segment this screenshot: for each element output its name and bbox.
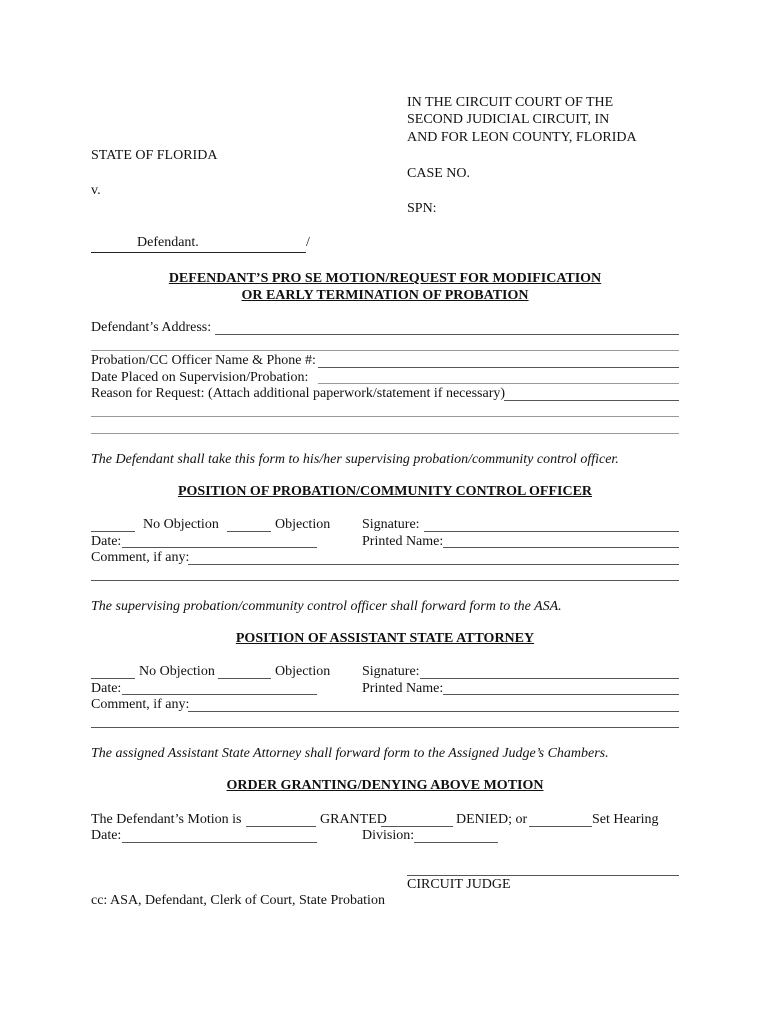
officer-comment-field[interactable]: [188, 564, 679, 565]
officer-objection-blank[interactable]: [227, 531, 271, 532]
court-line-2: SECOND JUDICIAL CIRCUIT, IN: [407, 112, 610, 127]
set-hearing-blank[interactable]: [529, 826, 592, 827]
order-section-heading: ORDER GRANTING/DENYING ABOVE MOTION: [226, 778, 544, 793]
asa-objection-blank[interactable]: [218, 678, 271, 679]
asa-comment-field[interactable]: [188, 711, 679, 712]
officer-no-objection-label: No Objection: [143, 517, 219, 532]
denied-blank[interactable]: [381, 826, 453, 827]
officer-signature-field[interactable]: [424, 531, 679, 532]
address-field-line-2[interactable]: [91, 350, 679, 351]
forward-judge-instruction: The assigned Assistant State Attorney shall forward form to the Assigned Judge’s Chambers.: [91, 746, 609, 761]
versus-label: v.: [91, 183, 101, 198]
asa-objection-label: Objection: [275, 664, 331, 679]
officer-comment-field-line-2[interactable]: [91, 580, 679, 581]
document-title-line-1: DEFENDANT’S PRO SE MOTION/REQUEST FOR MODIFICATION: [168, 271, 602, 286]
officer-printed-name-field[interactable]: [443, 547, 679, 548]
asa-signature-label: Signature:: [362, 664, 420, 679]
reason-label: Reason for Request: (Attach additional paperwork/statement if necessary): [91, 386, 506, 401]
address-label: Defendant’s Address:: [91, 320, 212, 335]
asa-no-objection-blank[interactable]: [91, 678, 135, 679]
denied-label: DENIED; or: [456, 812, 528, 827]
judge-signature-line[interactable]: [407, 875, 679, 876]
case-number-label: CASE NO.: [407, 166, 471, 181]
forward-asa-instruction: The supervising probation/community control officer shall forward form to the ASA.: [91, 599, 562, 614]
asa-printed-name-label: Printed Name:: [362, 681, 444, 696]
officer-date-field[interactable]: [122, 547, 317, 548]
circuit-judge-label: CIRCUIT JUDGE: [407, 877, 511, 892]
court-line-1: IN THE CIRCUIT COURT OF THE: [407, 95, 614, 110]
spn-label: SPN:: [407, 201, 437, 216]
plaintiff-name: STATE OF FLORIDA: [91, 148, 218, 163]
take-form-instruction: The Defendant shall take this form to his/her supervising probation/community control officer.: [91, 452, 619, 467]
asa-comment-label: Comment, if any:: [91, 697, 190, 712]
reason-field[interactable]: [504, 400, 679, 401]
caption-slash: /: [306, 235, 310, 250]
officer-comment-label: Comment, if any:: [91, 550, 190, 565]
court-line-3: AND FOR LEON COUNTY, FLORIDA: [407, 130, 637, 145]
date-placed-field[interactable]: [318, 383, 679, 384]
asa-no-objection-label: No Objection: [139, 664, 215, 679]
date-placed-label: Date Placed on Supervision/Probation:: [91, 370, 309, 385]
asa-comment-field-line-2[interactable]: [91, 727, 679, 728]
reason-field-line-2[interactable]: [91, 416, 679, 417]
set-hearing-label: Set Hearing: [592, 812, 659, 827]
division-label: Division:: [362, 828, 415, 843]
asa-date-label: Date:: [91, 681, 122, 696]
division-field[interactable]: [414, 842, 498, 843]
defendant-label: Defendant.: [137, 235, 199, 250]
asa-printed-name-field[interactable]: [443, 694, 679, 695]
asa-section-heading: POSITION OF ASSISTANT STATE ATTORNEY: [235, 631, 535, 646]
order-date-label: Date:: [91, 828, 122, 843]
order-date-field[interactable]: [122, 842, 317, 843]
motion-is-label: The Defendant’s Motion is: [91, 812, 242, 827]
asa-date-field[interactable]: [122, 694, 317, 695]
officer-objection-label: Objection: [275, 517, 331, 532]
officer-date-label: Date:: [91, 534, 122, 549]
defendant-name-line: [91, 252, 306, 253]
officer-label: Probation/CC Officer Name & Phone #:: [91, 353, 316, 368]
granted-label: GRANTED: [320, 812, 387, 827]
asa-signature-field[interactable]: [420, 678, 679, 679]
officer-no-objection-blank[interactable]: [91, 531, 135, 532]
document-title-line-2: OR EARLY TERMINATION OF PROBATION: [241, 288, 529, 303]
officer-printed-name-label: Printed Name:: [362, 534, 444, 549]
address-field[interactable]: [215, 334, 679, 335]
cc-distribution: cc: ASA, Defendant, Clerk of Court, State Probation: [91, 893, 385, 908]
officer-section-heading: POSITION OF PROBATION/COMMUNITY CONTROL OFFICER: [177, 484, 593, 499]
granted-blank[interactable]: [246, 826, 316, 827]
officer-signature-label: Signature:: [362, 517, 420, 532]
reason-field-line-3[interactable]: [91, 433, 679, 434]
officer-field[interactable]: [318, 367, 679, 368]
